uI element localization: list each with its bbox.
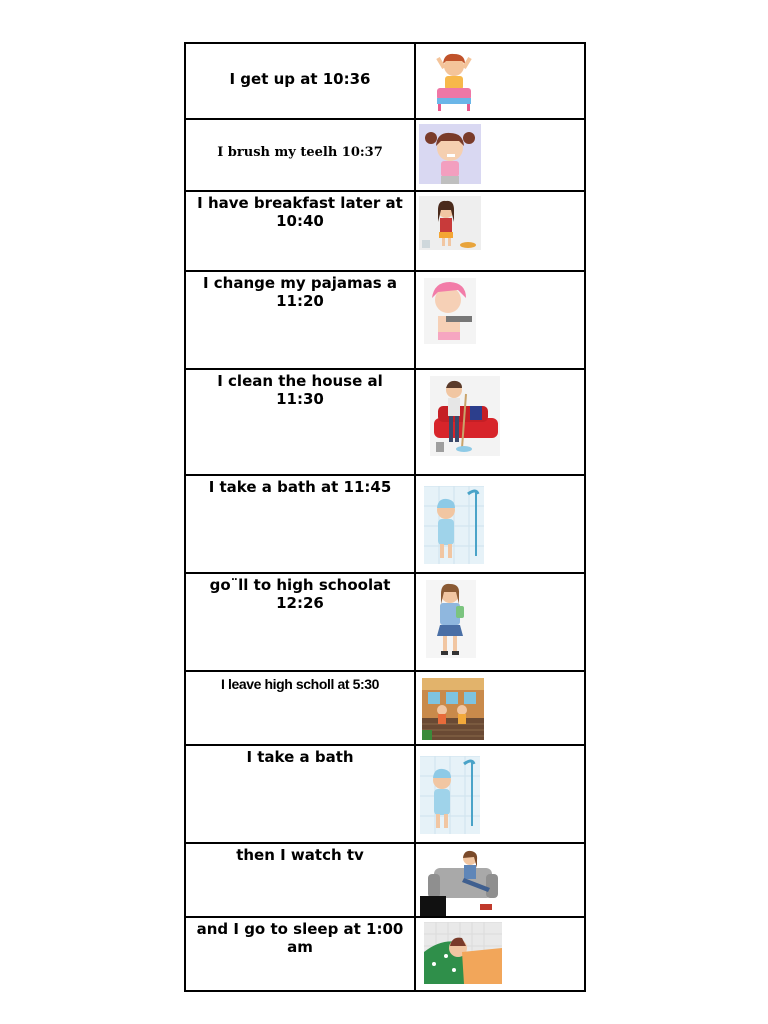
activity-cell <box>185 271 415 369</box>
girl-breakfast-icon <box>419 196 481 250</box>
table-row <box>185 917 585 991</box>
table-row <box>185 271 585 369</box>
activity-text: I change my pajamas a 11:20 <box>202 274 398 310</box>
activity-text: I have breakfast later at 10:40 <box>197 194 403 230</box>
activity-text: I brush my teelh 10:37 <box>217 145 383 160</box>
picture-cell <box>415 475 585 573</box>
picture-cell <box>415 369 585 475</box>
table-row <box>185 119 585 191</box>
picture-cell <box>415 43 585 119</box>
girl-backpack-icon <box>426 580 476 658</box>
boy-sleeping-icon <box>424 922 502 984</box>
girl-shower-icon <box>420 756 480 834</box>
picture-cell <box>415 843 585 917</box>
activity-text: and I go to sleep at 1:00 am <box>196 920 404 956</box>
activity-text: I take a bath at 11:45 <box>208 478 392 496</box>
activity-text: I get up at 10:36 <box>229 70 371 88</box>
activity-cell <box>185 671 415 745</box>
table-row <box>185 43 585 119</box>
boy-mopping-icon <box>430 376 500 456</box>
activity-cell <box>185 745 415 843</box>
activity-cell <box>185 43 415 119</box>
table-row <box>185 369 585 475</box>
woman-watching-tv-icon <box>420 848 506 916</box>
activity-cell <box>185 369 415 475</box>
girl-brushing-teeth-icon <box>419 124 481 184</box>
picture-cell <box>415 745 585 843</box>
picture-cell <box>415 671 585 745</box>
activity-cell <box>185 191 415 271</box>
table-row <box>185 573 585 671</box>
activity-cell <box>185 475 415 573</box>
picture-cell <box>415 119 585 191</box>
picture-cell <box>415 271 585 369</box>
table-row <box>185 671 585 745</box>
table-row <box>185 843 585 917</box>
activity-text: I clean the house al 11:30 <box>217 372 383 408</box>
girl-dressing-icon <box>424 278 476 344</box>
activity-cell <box>185 917 415 991</box>
activity-cell <box>185 843 415 917</box>
daily-routine-table <box>184 42 586 992</box>
activity-text: go¨ll to high schoolat 12:26 <box>209 576 391 612</box>
girl-shower-icon <box>424 486 484 564</box>
picture-cell <box>415 573 585 671</box>
girl-waking-up-icon <box>434 50 474 112</box>
picture-cell <box>415 917 585 991</box>
activity-cell <box>185 573 415 671</box>
table-row <box>185 475 585 573</box>
activity-text: I take a bath <box>246 748 354 766</box>
kids-school-icon <box>422 678 484 740</box>
activity-cell <box>185 119 415 191</box>
picture-cell <box>415 191 585 271</box>
activity-text: then I watch tv <box>236 846 364 864</box>
activity-text: I leave high scholl at 5:30 <box>220 676 380 692</box>
table-row <box>185 745 585 843</box>
table-row <box>185 191 585 271</box>
